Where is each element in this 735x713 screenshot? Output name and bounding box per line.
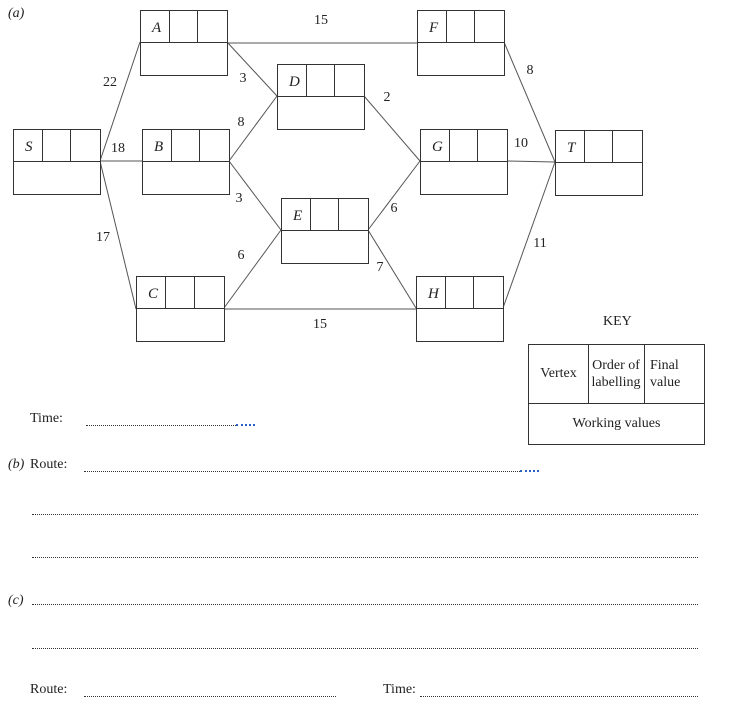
key-order: Order of labelling: [588, 345, 645, 403]
vertex-label-B: B: [154, 139, 164, 155]
key-final: Final value: [650, 358, 681, 390]
weight-D-G: 2: [383, 90, 391, 105]
vertex-label-F: F: [429, 20, 439, 36]
key-working: Working values: [572, 415, 661, 431]
vertex-A: [140, 10, 228, 76]
key-table: [528, 344, 705, 445]
weight-E-G: 6: [390, 201, 398, 216]
vertex-D: [277, 64, 365, 130]
weight-A-F: 15: [314, 13, 328, 28]
route-answer-marker: [520, 470, 539, 472]
vertex-label-G: G: [432, 139, 443, 155]
time-label-a: Time:: [30, 411, 63, 426]
edge-F-T: [504, 42, 555, 162]
weight-H-T: 11: [533, 236, 547, 251]
weight-E-H: 7: [376, 260, 384, 275]
route-label-c: Route:: [30, 682, 68, 697]
time-label-c: Time:: [383, 682, 416, 697]
vertex-T: [555, 130, 643, 196]
edge-D-G: [364, 96, 420, 161]
weight-F-T: 8: [526, 63, 534, 78]
answer-line-b3[interactable]: [32, 557, 698, 558]
route-answer-line-c[interactable]: [84, 696, 336, 697]
weight-A-D: 3: [239, 71, 247, 86]
part-a-label: (a): [8, 6, 25, 21]
answer-line-b2[interactable]: [32, 514, 698, 515]
weight-S-A: 22: [103, 75, 117, 90]
answer-line-c1[interactable]: [32, 604, 698, 605]
vertex-label-S: S: [25, 139, 33, 155]
time-answer-marker: [236, 424, 255, 426]
edge-E-G: [368, 161, 420, 230]
edge-H-T: [503, 162, 555, 308]
vertex-H: [416, 276, 504, 342]
edge-E-H: [368, 230, 416, 308]
edge-A-D: [227, 42, 277, 96]
vertex-label-H: H: [428, 286, 439, 302]
weight-C-E: 6: [237, 248, 245, 263]
vertex-E: [281, 198, 369, 264]
weight-C-H: 15: [313, 317, 327, 332]
part-c-label: (c): [8, 593, 24, 608]
time-answer-line[interactable]: [86, 425, 236, 426]
vertex-label-C: C: [148, 286, 159, 302]
key-title: KEY: [603, 314, 632, 329]
weight-B-E: 3: [235, 191, 243, 206]
part-b-label: (b): [8, 457, 25, 472]
vertex-label-D: D: [289, 74, 300, 90]
edge-B-D: [229, 96, 277, 161]
weight-G-T: 10: [514, 136, 528, 151]
vertex-B: [142, 129, 230, 195]
route-label-b: Route:: [30, 457, 68, 472]
route-answer-line[interactable]: [84, 471, 520, 472]
time-answer-line-c[interactable]: [420, 696, 698, 697]
vertex-label-A: A: [152, 20, 162, 36]
answer-line-c2[interactable]: [32, 648, 698, 649]
vertex-G: [420, 129, 508, 195]
edge-G-T: [507, 161, 555, 162]
vertex-F: [417, 10, 505, 76]
vertex-label-T: T: [567, 140, 576, 156]
vertex-S: [13, 129, 101, 195]
weight-S-B: 18: [111, 141, 125, 156]
edge-C-E: [224, 230, 281, 308]
key-vertex: Vertex: [529, 345, 589, 403]
weight-S-C: 17: [96, 230, 110, 245]
vertex-C: [136, 276, 225, 342]
vertex-label-E: E: [293, 208, 303, 224]
weight-B-D: 8: [237, 115, 245, 130]
